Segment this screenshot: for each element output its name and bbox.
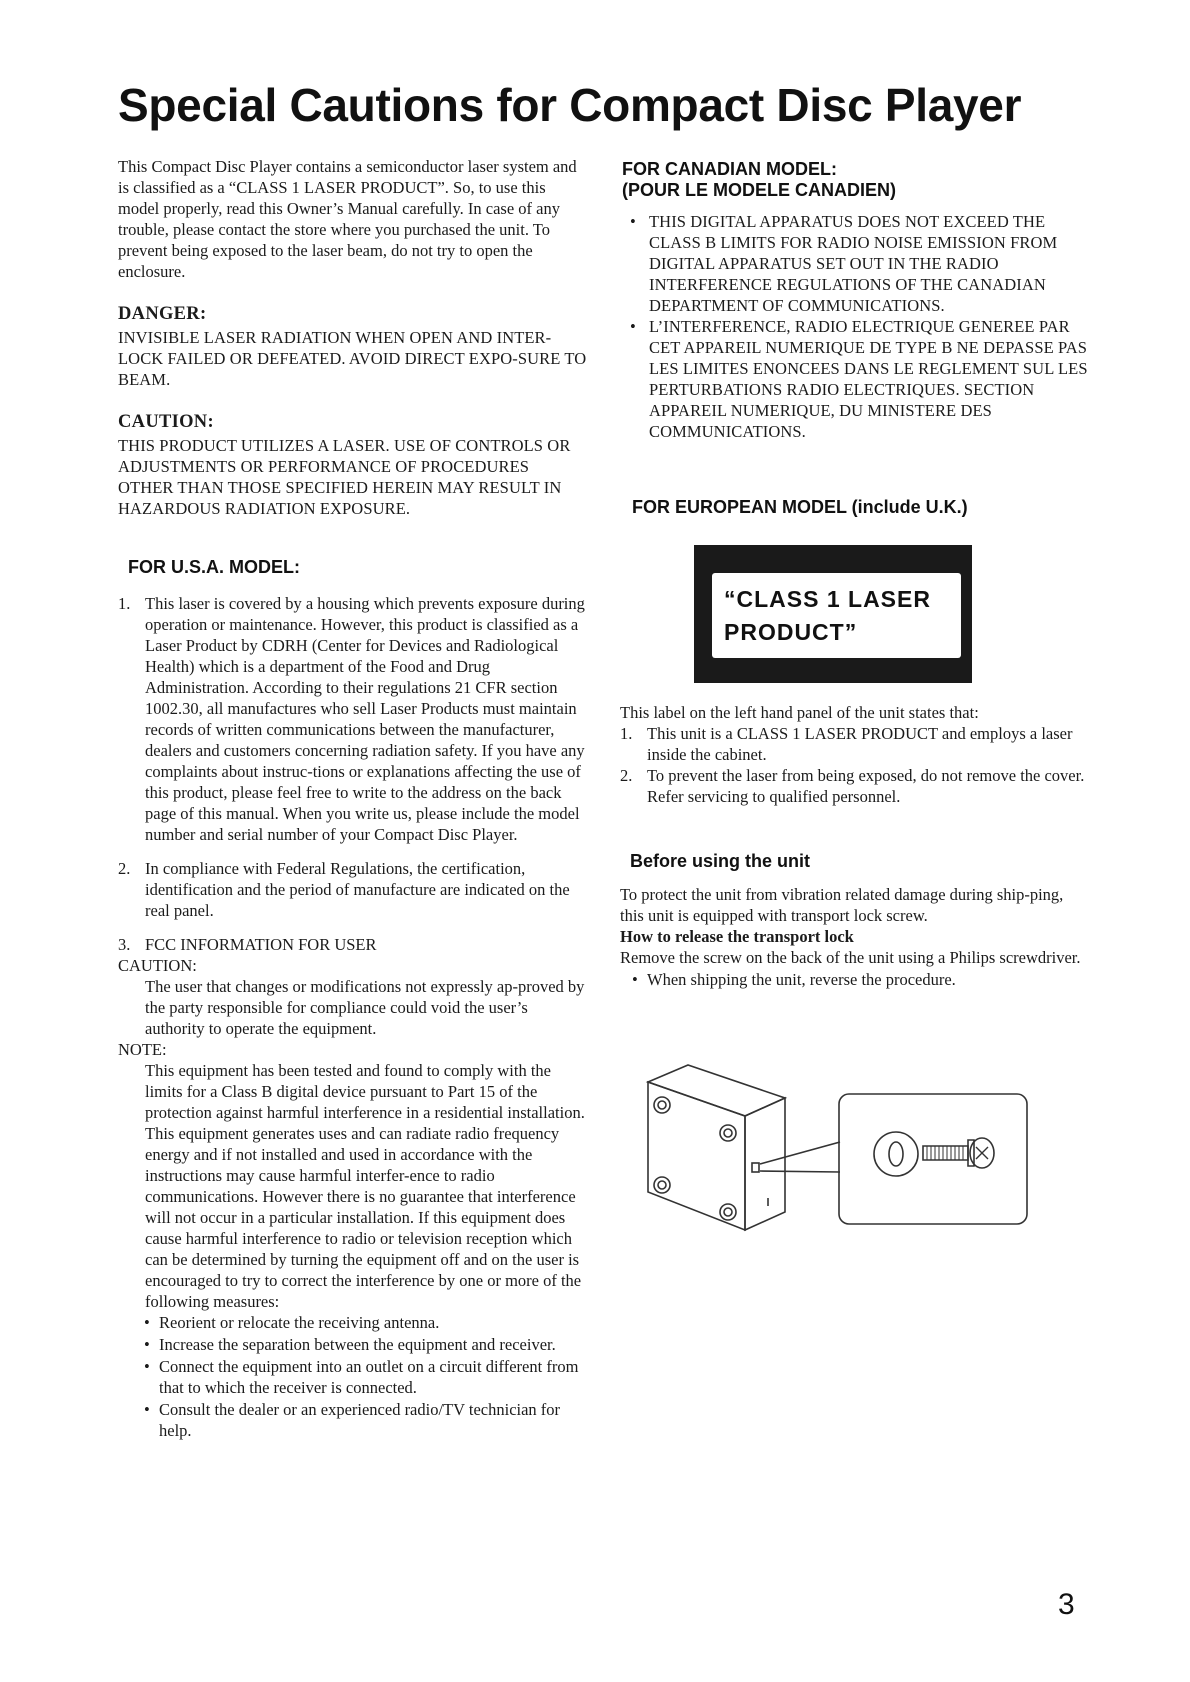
leader-line	[760, 1142, 840, 1164]
usa-item-2	[118, 858, 588, 921]
usa-model-heading: FOR U.S.A. MODEL:	[128, 557, 300, 577]
transport-lock-subheading: How to release the transport lock	[620, 927, 854, 946]
intro-paragraph: This Compact Disc Player contains a semiconductor laser system and is classified as a “CLASS 1 LASER PRODUCT”. So, to use this model properly, read this Owner’s Manual carefully. In case of any trouble, please contact the store where you purchased the unit. To prevent being exposed to the laser beam, do not try to open the enclosure.	[118, 157, 577, 281]
usa-item-2-text: In compliance with Federal Regulations, the certification, identification and the period of manufacture are indicated on the real panel.	[145, 859, 570, 920]
usa-item-1	[118, 593, 588, 845]
list-item: • L’INTERFERENCE, RADIO ELECTRIQUE GENEREE PAR CET APPAREIL NUMERIQUE DE TYPE B NE DEPASSE PAS LES LIMITES ENONCEES DANS LE REGLEMENT SUL LES PERTURBATIONS RADIO ELECTRIQUES. SECTION APPAREIL NUMERIQUE, DU MINISTERE DES COMMUNICATIONS.	[649, 316, 1092, 442]
page-title: Special Cautions for Compact Disc Player	[118, 79, 1022, 131]
label-info-item-1-number: 1.	[620, 724, 633, 743]
label-info-item-1-text: This unit is a CLASS 1 LASER PRODUCT and employs a laser inside the cabinet.	[647, 724, 1073, 764]
leader-line	[760, 1171, 840, 1172]
fcc-note-text: This equipment has been tested and found to comply with the limits for a Class B digital device pursuant to Part 15 of the protection against harmful interference in a residential installation. This equipment generates uses and can radiate radio frequency energy and if not installed and used in accordance with the instructions may cause harmful interfer-ence to radio communications. However there is no guarantee that interference will not occur in a particular installation. If this equipment does cause harmful interference to radio or television reception which can be determined by turning the equipment off and on the user is encouraged to try to correct the interference by one or more of the following measures:	[145, 1061, 585, 1311]
laser-label-text	[724, 583, 956, 649]
label-info-item-2-text: To prevent the laser from being exposed, do not remove the cover. Refer servicing to qualified personnel.	[647, 766, 1085, 806]
list-item: • Reorient or relocate the receiving antenna.	[159, 1312, 588, 1333]
zoom-callout-box	[839, 1094, 1027, 1224]
label-info-item-1	[620, 723, 1090, 765]
unit-feet	[654, 1097, 736, 1220]
caution-text: THIS PRODUCT UTILIZES A LASER. USE OF CONTROLS OR ADJUSTMENTS OR PERFORMANCE OF PROCEDURES OTHER THAN THOSE SPECIFIED HEREIN MAY RESULT IN HAZARDOUS RADIATION EXPOSURE.	[118, 436, 571, 518]
unit-side-face	[745, 1098, 785, 1230]
usa-item-3-number: 3.	[118, 935, 131, 954]
list-item: • Consult the dealer or an experienced radio/TV technician for help.	[159, 1399, 588, 1441]
page-number: 3	[1058, 1588, 1075, 1621]
list-item: • Connect the equipment into an outlet on a circuit different from that to which the receiver is connected.	[159, 1356, 588, 1398]
laser-label-panel	[712, 573, 961, 658]
list-item: • THIS DIGITAL APPARATUS DOES NOT EXCEED THE CLASS B LIMITS FOR RADIO NOISE EMISSION FROM DIGITAL APPARATUS SET OUT IN THE RADIO INTERFERENCE REGULATIONS OF THE CANADIAN DEPARTMENT OF COMMUNICATIONS.	[649, 211, 1092, 316]
label-info	[620, 702, 1090, 807]
fcc-caution-text: The user that changes or modifications not expressly ap-proved by the party responsible for compliance could void the user’s authority to operate the equipment.	[145, 977, 585, 1038]
fcc-caution-label: CAUTION:	[118, 956, 197, 975]
danger-text: INVISIBLE LASER RADIATION WHEN OPEN AND INTER-LOCK FAILED OR DEFEATED. AVOID DIRECT EXPO-SURE TO BEAM.	[118, 328, 587, 389]
unit-back-panel	[648, 1082, 745, 1230]
label-info-item-2	[620, 765, 1090, 807]
left-column	[118, 156, 588, 519]
canadian-model-heading	[622, 159, 1092, 201]
transport-lock-screw-icon	[923, 1138, 994, 1168]
class-1-laser-label	[694, 545, 972, 683]
fcc-measures-list	[118, 1312, 588, 1441]
label-info-item-2-number: 2.	[620, 766, 633, 785]
list-item: • When shipping the unit, reverse the procedure.	[647, 969, 1090, 990]
usa-model-list	[118, 593, 588, 1442]
list-item: • Increase the separation between the equipment and receiver.	[159, 1334, 588, 1355]
canadian-heading-line-2: (POUR LE MODELE CANADIEN)	[622, 180, 896, 200]
usa-item-1-number: 1.	[118, 594, 131, 613]
screw-location-marker	[752, 1163, 759, 1172]
label-info-intro: This label on the left hand panel of the unit states that:	[620, 703, 979, 722]
usa-item-1-text: This laser is covered by a housing which prevents exposure during operation or maintenance. However, this product is classified as a Laser Product by CDRH (Center for Devices and Radiological Health) which is a department of the Food and Drug Administration. According to their regulations 21 CFR section 1002.30, all manufactures who sell Laser Products must maintain records of written communications between the manufacturer, dealers and customers concerning radiation safety. If you have any complaints about instruc-tions or explanations affecting the use of this product, please feel free to write to the address on the back page of this manual. When you write us, please include the model number and serial number of your Compact Disc Player.	[145, 594, 585, 844]
usa-item-3	[118, 934, 588, 955]
screw-hole	[874, 1132, 918, 1176]
danger-heading: DANGER:	[118, 304, 207, 324]
before-using-text: To protect the unit from vibration related damage during ship-ping, this unit is equipped with transport lock screw.	[620, 885, 1064, 925]
canadian-bullet-list	[622, 211, 1092, 442]
european-model-heading: FOR EUROPEAN MODEL (include U.K.)	[632, 497, 968, 517]
laser-label-line-2: PRODUCT”	[724, 619, 858, 645]
before-using-heading: Before using the unit	[630, 851, 810, 871]
transport-lock-diagram	[640, 1060, 1060, 1260]
right-column	[622, 159, 1092, 442]
fcc-note-label: NOTE:	[118, 1040, 167, 1059]
before-using-body	[620, 884, 1090, 991]
fcc-title: FCC INFORMATION FOR USER	[145, 935, 377, 954]
shipping-bullet-list	[620, 969, 1090, 990]
laser-label-line-1: “CLASS 1 LASER	[724, 586, 931, 612]
usa-item-2-number: 2.	[118, 859, 131, 878]
canadian-heading-line-1: FOR CANADIAN MODEL:	[622, 159, 837, 179]
caution-heading: CAUTION:	[118, 412, 214, 432]
transport-lock-instruction: Remove the screw on the back of the unit using a Philips screwdriver.	[620, 948, 1081, 967]
